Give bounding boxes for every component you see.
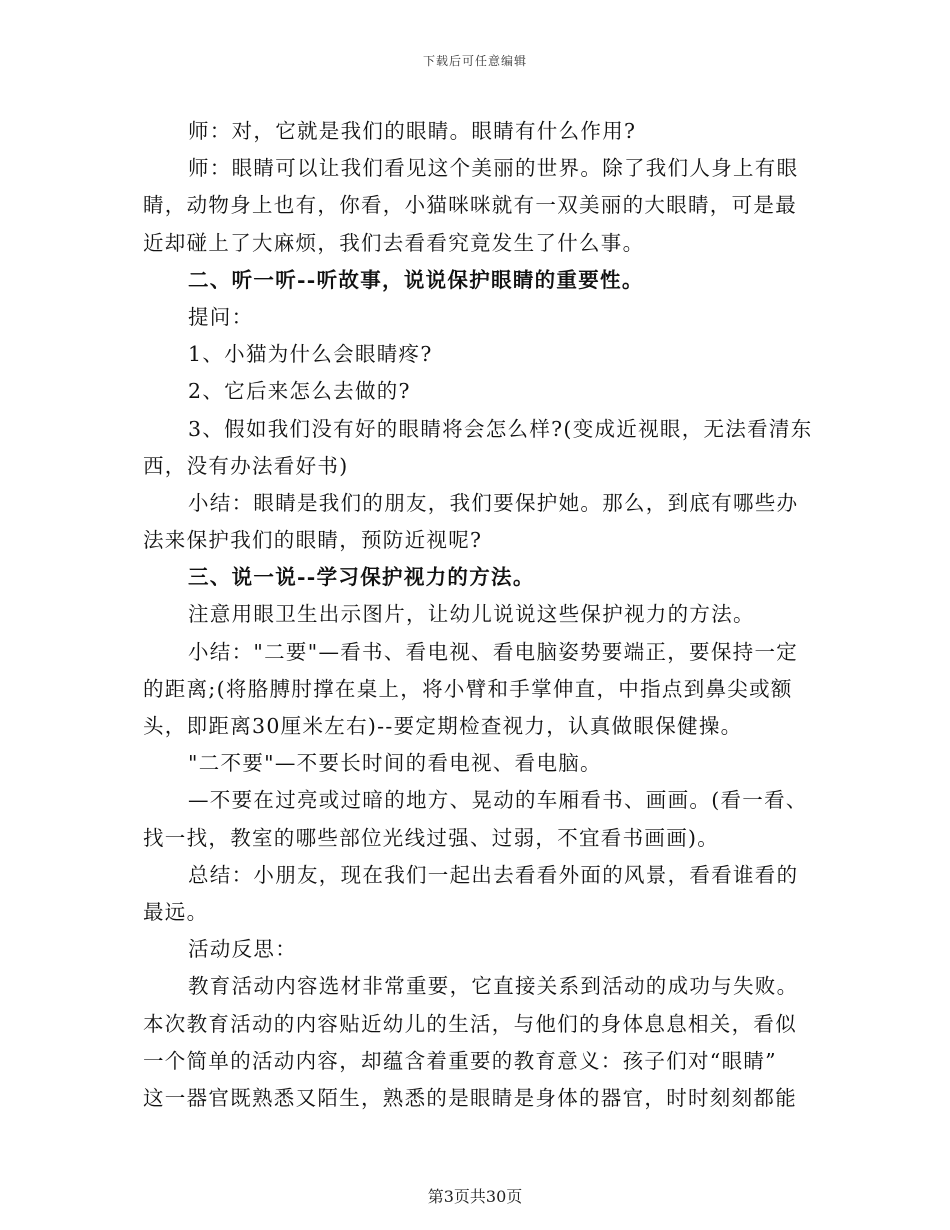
paragraph-line: 法来保护我们的眼睛，预防近视呢? — [143, 528, 483, 553]
paragraph-line: 注意用眼卫生出示图片，让幼儿说说这些保护视力的方法。 — [188, 602, 755, 627]
section-heading-line: 二、听一听--听故事，说说保护眼睛的重要性。 — [188, 267, 644, 292]
paragraph-line: 睛，动物身上也有，你看，小猫咪咪就有一双美丽的大眼睛，可是最 — [143, 193, 797, 218]
paragraph-line: 这一器官既熟悉又陌生，熟悉的是眼睛是身体的器官，时时刻刻都能 — [143, 1085, 797, 1110]
document-body — [143, 113, 813, 1117]
paragraph-line: 小结："二要"—看书、看电视、看电脑姿势要端正，要保持一定 — [188, 639, 799, 664]
paragraph-line: 师：眼睛可以让我们看见这个美丽的世界。除了我们人身上有眼 — [188, 156, 799, 181]
paragraph-line: —不要在过亮或过暗的地方、晃动的车厢看书、画画。(看一看、 — [188, 788, 808, 813]
paragraph-line: 师：对，它就是我们的眼睛。眼睛有什么作用? — [188, 119, 637, 143]
paragraph-line: 的距离;(将胳膊肘撑在桌上，将小臂和手掌伸直，中指点到鼻尖或额 — [143, 676, 793, 701]
paragraph-line: 2、它后来怎么去做的? — [188, 379, 411, 404]
paragraph-line: 一个简单的活动内容，却蕴含着重要的教育意义：孩子们对“眼睛” — [143, 1048, 777, 1073]
paragraph-line: "二不要"—不要长时间的看电视、看电脑。 — [188, 751, 602, 776]
section-heading-line: 三、说一说--学习保护视力的方法。 — [188, 565, 535, 590]
paragraph-line: 活动反思： — [188, 937, 297, 962]
paragraph-line: 总结：小朋友，现在我们一起出去看看外面的风景，看看谁看的 — [188, 862, 799, 887]
page-footer: 第3页共30页 — [427, 1187, 523, 1206]
paragraph-line: 本次教育活动的内容贴近幼儿的生活，与他们的身体息息相关，看似 — [143, 1011, 797, 1036]
paragraph-line: 最远。 — [143, 899, 209, 924]
paragraph-line: 西，没有办法看好书) — [143, 453, 349, 478]
paragraph-line: 头，即距离30厘米左右)--要定期检查视力，认真做眼保健操。 — [143, 714, 743, 738]
paragraph-line: 教育活动内容选材非常重要，它直接关系到活动的成功与失败。 — [188, 974, 799, 999]
paragraph-line: 近却碰上了大麻烦，我们去看看究竟发生了什么事。 — [143, 230, 645, 255]
paragraph-line: 提问： — [188, 304, 254, 329]
paragraph-line: 3、假如我们没有好的眼睛将会怎么样?(变成近视眼，无法看清东 — [188, 416, 813, 441]
page-header: 下载后可任意编辑 — [422, 54, 527, 68]
paragraph-line: 找一找，教室的哪些部位光线过强、过弱，不宜看书画画)。 — [143, 825, 720, 850]
paragraph-line: 小结：眼睛是我们的朋友，我们要保护她。那么，到底有哪些办 — [188, 490, 799, 515]
paragraph-line: 1、小猫为什么会眼睛疼? — [188, 342, 433, 367]
